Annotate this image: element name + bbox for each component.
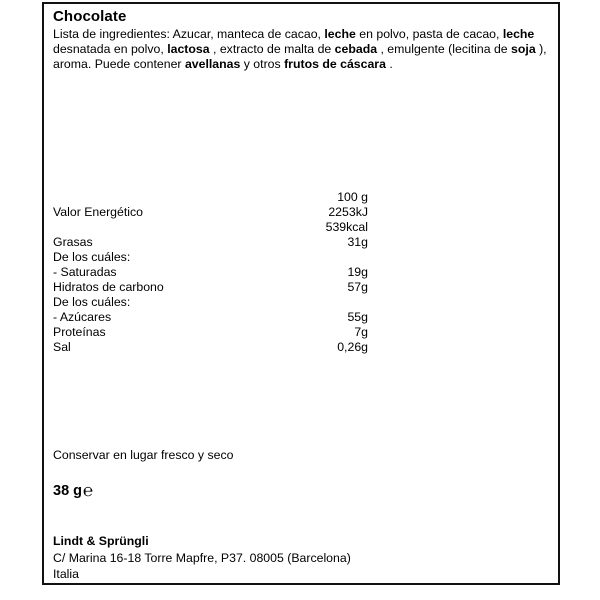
manufacturer-address: C/ Marina 16-18 Torre Mapfre, P37. 08005 (Barcelona) (53, 550, 351, 565)
estimated-sign-icon: ℮ (83, 481, 94, 500)
ingredients-text-3: , extracto de malta de (209, 42, 335, 57)
nutrition-table (53, 190, 368, 355)
nutrition-row (53, 280, 368, 295)
allergen-leche-1: leche (324, 27, 356, 41)
ingredients-text-2: desnatada en polvo, (53, 42, 168, 57)
nutrition-row (53, 265, 368, 280)
nutrition-row (53, 340, 368, 355)
nutrition-row-label: De los cuáles: (53, 250, 131, 264)
page-title: Chocolate (53, 8, 127, 25)
ingredients-text-5: ), aroma. Puede contener (53, 42, 547, 72)
nutrition-row-label: Hidratos de carbono (53, 280, 164, 294)
nutrition-row-value: 57g (347, 280, 368, 294)
nutrition-row (53, 235, 368, 250)
manufacturer-block (53, 533, 351, 583)
storage-instructions: Conservar en lugar fresco y seco (53, 448, 234, 462)
nutrition-row-value (281, 250, 368, 265)
nutrition-row-label: - Azúcares (53, 310, 112, 324)
nutrition-row-value: 2253kJ (328, 205, 368, 219)
manufacturer-country: Italia (53, 567, 79, 581)
net-weight-value: 38 g (53, 483, 83, 499)
nutrition-row-label: - Saturadas (53, 265, 117, 279)
nutrition-row-label: De los cuáles: (53, 295, 131, 309)
nutrition-row-value: 539kcal (325, 220, 368, 234)
nutrition-row (53, 250, 368, 265)
ingredients-text-1: en polvo, pasta de cacao, (355, 27, 503, 41)
product-label-panel (42, 2, 560, 585)
nutrition-row-value: 55g (347, 310, 368, 324)
nutrition-header-blank (53, 190, 281, 205)
nutrition-row (53, 310, 368, 325)
net-weight (53, 482, 93, 500)
nutrition-row-label: Sal (53, 340, 71, 354)
nutrition-row-label: Valor Energético (53, 205, 143, 219)
nutrition-row-label: Proteínas (53, 325, 106, 339)
allergen-cebada: cebada (334, 42, 378, 57)
allergen-frutos-de-cascara: frutos de cáscara (284, 57, 386, 72)
nutrition-row-value: 19g (347, 265, 368, 279)
nutrition-row (53, 295, 368, 310)
ingredients-text-6: y otros (240, 57, 285, 72)
nutrition-row-label: Grasas (53, 235, 93, 249)
ingredients-text-7: . (385, 57, 393, 72)
nutrition-row-value: 0,26g (337, 340, 368, 354)
manufacturer-name: Lindt & Sprüngli (53, 534, 149, 548)
nutrition-row-label (53, 220, 281, 235)
nutrition-column-header: 100 g (337, 190, 368, 204)
allergen-avellanas: avellanas (184, 57, 241, 72)
nutrition-row (53, 205, 368, 220)
allergen-soja: soja (511, 42, 536, 57)
label-header-block (53, 8, 550, 73)
nutrition-row (53, 220, 368, 235)
nutrition-row-value (281, 295, 368, 310)
allergen-leche-2: leche (502, 27, 535, 41)
nutrition-table-body (53, 190, 368, 355)
nutrition-row-value: 7g (354, 325, 368, 339)
ingredients-intro: Lista de ingredientes: Azucar, manteca de cacao, (53, 27, 325, 41)
nutrition-row (53, 325, 368, 340)
nutrition-row-value: 31g (347, 235, 368, 249)
ingredients-text-4: , emulgente (lecitina de (377, 42, 512, 57)
allergen-lactosa: lactosa (167, 42, 210, 57)
ingredients-paragraph (53, 27, 550, 73)
nutrition-header-row (53, 190, 368, 205)
